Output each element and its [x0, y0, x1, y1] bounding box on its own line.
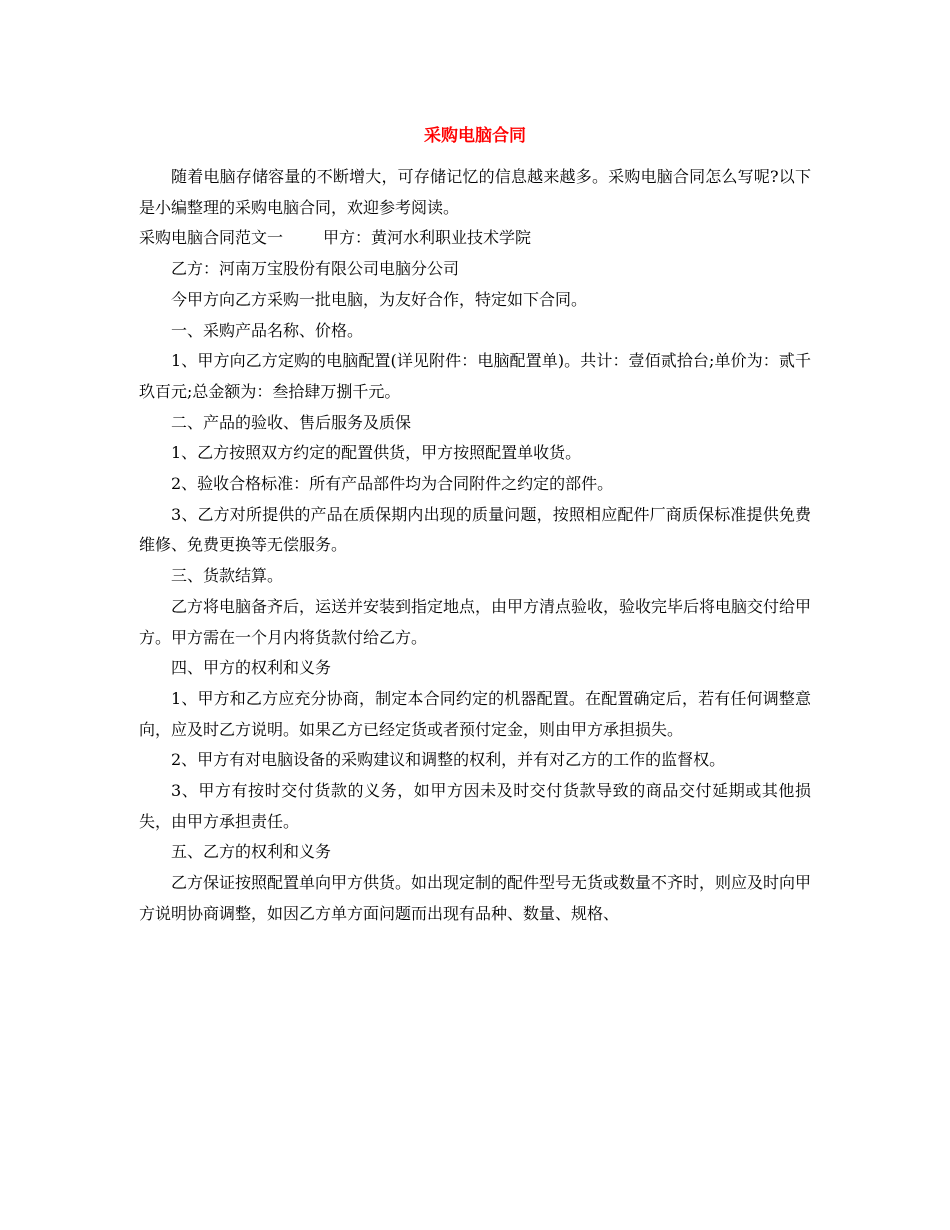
preamble: 今甲方向乙方采购一批电脑，为友好合作，特定如下合同。: [171, 289, 588, 309]
clause: 乙方保证按照配置单向甲方供货。如出现定制的配件型号无货或数量不齐时，则应及时向甲方说明协商调整，如因乙方单方面问题而出现有品种、数量、规格、: [139, 873, 812, 923]
party-a: 甲方：黄河水利职业技术学院: [323, 228, 532, 248]
section-heading: 二、产品的验收、售后服务及质保: [171, 412, 412, 432]
section-heading: 一、采购产品名称、价格。: [171, 320, 364, 340]
clause: 2、甲方有对电脑设备的采购建议和调整的权利，并有对乙方的工作的监督权。: [171, 750, 726, 770]
sample-line: [139, 223, 811, 254]
section-heading: 五、乙方的权利和义务: [171, 842, 332, 862]
document-title: 采购电脑合同: [424, 126, 526, 146]
clause: 1、乙方按照双方约定的配置供货，甲方按照配置单收货。: [171, 443, 582, 463]
clause: 3、甲方有按时交付货款的义务，如甲方因未及时交付货款导致的商品交付延期或其他损失，由甲方承担责任。: [139, 781, 811, 831]
intro-paragraph: 随着电脑存储容量的不断增大，可存储记忆的信息越来越多。采购电脑合同怎么写呢?以下是小编整理的采购电脑合同，欢迎参考阅读。: [139, 167, 811, 217]
party-b: 乙方：河南万宝股份有限公司电脑分公司: [171, 259, 460, 279]
sample-label: 采购电脑合同范文一: [139, 228, 284, 248]
clause: 2、验收合格标准：所有产品部件均为合同附件之约定的部件。: [171, 474, 614, 494]
section-heading: 三、货款结算。: [171, 566, 284, 586]
clause: 乙方将电脑备齐后，运送并安装到指定地点，由甲方清点验收，验收完毕后将电脑交付给甲方。甲方需在一个月内将货款付给乙方。: [139, 596, 812, 647]
document-body: [139, 162, 811, 930]
clause: 1、甲方和乙方应充分协商，制定本合同约定的机器配置。在配置确定后，若有任何调整意向，应及时乙方说明。如果乙方已经定货或者预付定金，则由甲方承担损失。: [139, 688, 811, 739]
section-heading: 四、甲方的权利和义务: [171, 658, 332, 678]
clause: 1、甲方向乙方定购的电脑配置(详见附件：电脑配置单)。共计：壹佰贰拾台;单价为：贰千玖百元;总金额为：叁拾肆万捌千元。: [139, 351, 811, 401]
clause: 3、乙方对所提供的产品在质保期内出现的质量问题，按照相应配件厂商质保标准提供免费维修、免费更换等无偿服务。: [139, 504, 811, 555]
